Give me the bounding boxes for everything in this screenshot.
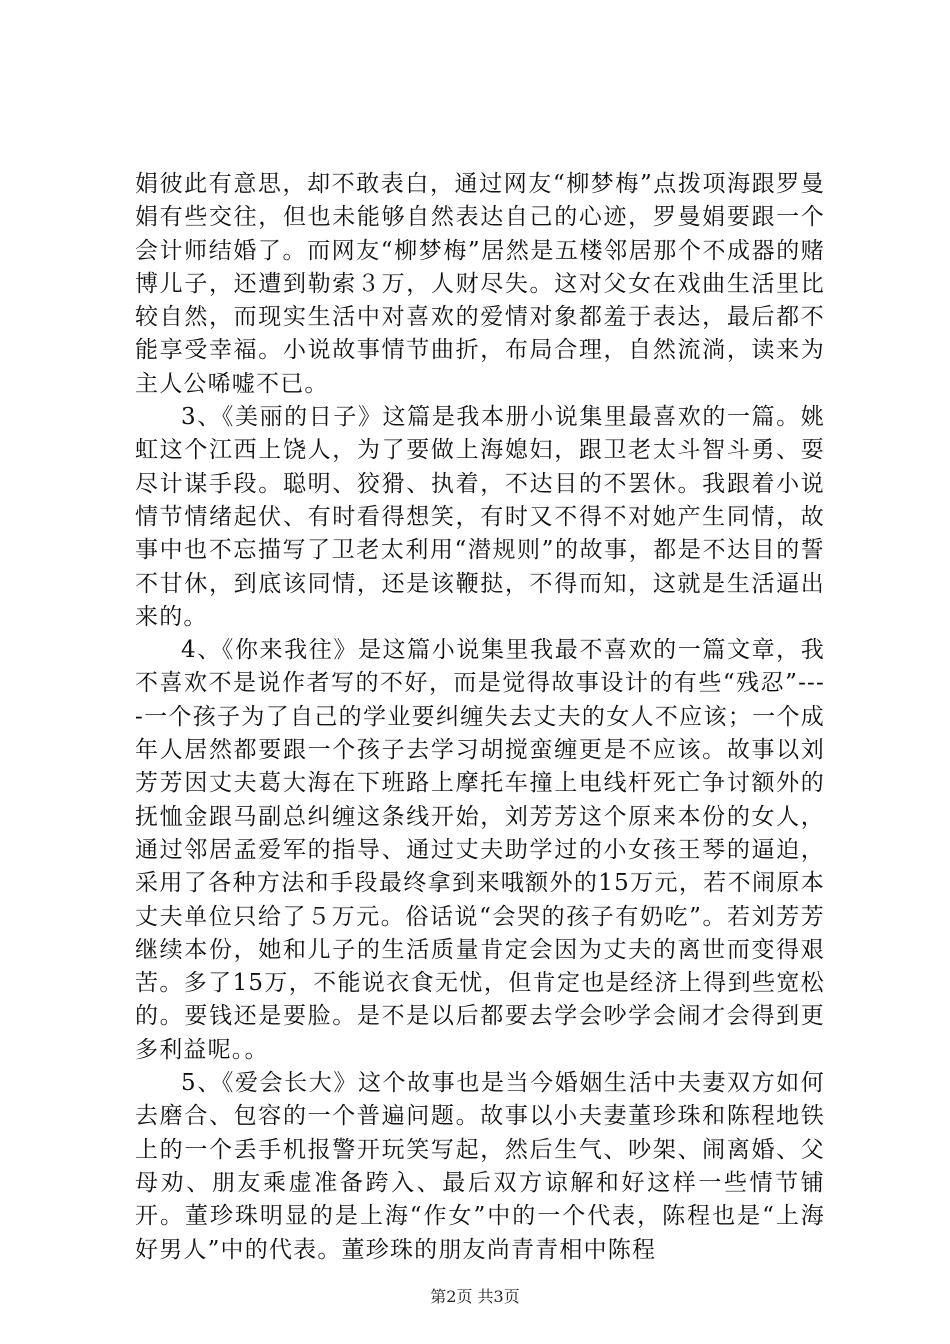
page-number-footer: 第2页 共3页 [430, 1287, 520, 1306]
paragraph-1: 娟彼此有意思，却不敢表白，通过网友“柳梦梅”点拨项海跟罗曼娟有些交往，但也未能够自然表达自己的心迹，罗曼娟要跟一个会计师结婚了。而网友“柳梦梅”居然是五楼邻居那个不成器的赌博儿子，还遭到勒索３万，人财尽失。这对父女在戏曲生活里比较自然，而现实生活中对喜欢的爱情对象都羞于表达，最后都不能享受幸福。小说故事情节曲折，布局合理，自然流淌，读来为主人公唏嘘不已。 [135, 171, 825, 397]
paragraph-4: 5、《爱会长大》这个故事也是当今婚姻生活中夫妻双方如何去磨合、包容的一个普遍问题。故事以小夫妻董珍珠和陈程地铁上的一个丢手机报警开玩笑写起，然后生气、吵架、闹离婚、父母劝、朋友乘虚准备跨入、最后双方谅解和好这样一些情节铺开。董珍珠明显的是上海“作女”中的一个代表，陈程也是“上海好男人”中的代表。董珍珠的朋友尚青青相中陈程 [135, 1070, 825, 1263]
paragraph-3: 4、《你来我往》是这篇小说集里我最不喜欢的一篇文章，我不喜欢不是说作者写的不好，而是觉得故事设计的有些“残忍”----一个孩子为了自己的学业要纠缠失去丈夫的女人不应该；一个成年人居然都要跟一个孩子去学习胡搅蛮缠更是不应该。故事以刘芳芳因丈夫葛大海在下班路上摩托车撞上电线杆死亡争讨额外的抚恤金跟马副总纠缠这条线开始，刘芳芳这个原来本份的女人，通过邻居孟爱军的指导、通过丈夫助学过的小女孩王琴的逼迫，采用了各种方法和手段最终拿到来哦额外的15万元，若不闹原本丈夫单位只给了５万元。俗话说“会哭的孩子有奶吃”。若刘芳芳继续本份，她和儿子的生活质量肯定会因为丈夫的离世而变得艰苦。多了15万，不能说衣食无忧，但肯定也是经济上得到些宽松的。要钱还是要脸。是不是以后都要去学会吵学会闹才会得到更多利益呢。。 [135, 637, 825, 1063]
paragraph-2: 3、《美丽的日子》这篇是我本册小说集里最喜欢的一篇。姚虹这个江西上饶人，为了要做上海媳妇，跟卫老太斗智斗勇、耍尽计谋手段。聪明、狡猾、执着，不达目的不罢休。我跟着小说情节情绪起伏、有时看得想笑，有时又不得不对她产生同情，故事中也不忘描写了卫老太利用“潜规则”的故事，都是不达目的誓不甘休，到底该同情，还是该鞭挞，不得而知，这就是生活逼出来的。 [135, 404, 825, 630]
body-text [135, 168, 825, 1267]
